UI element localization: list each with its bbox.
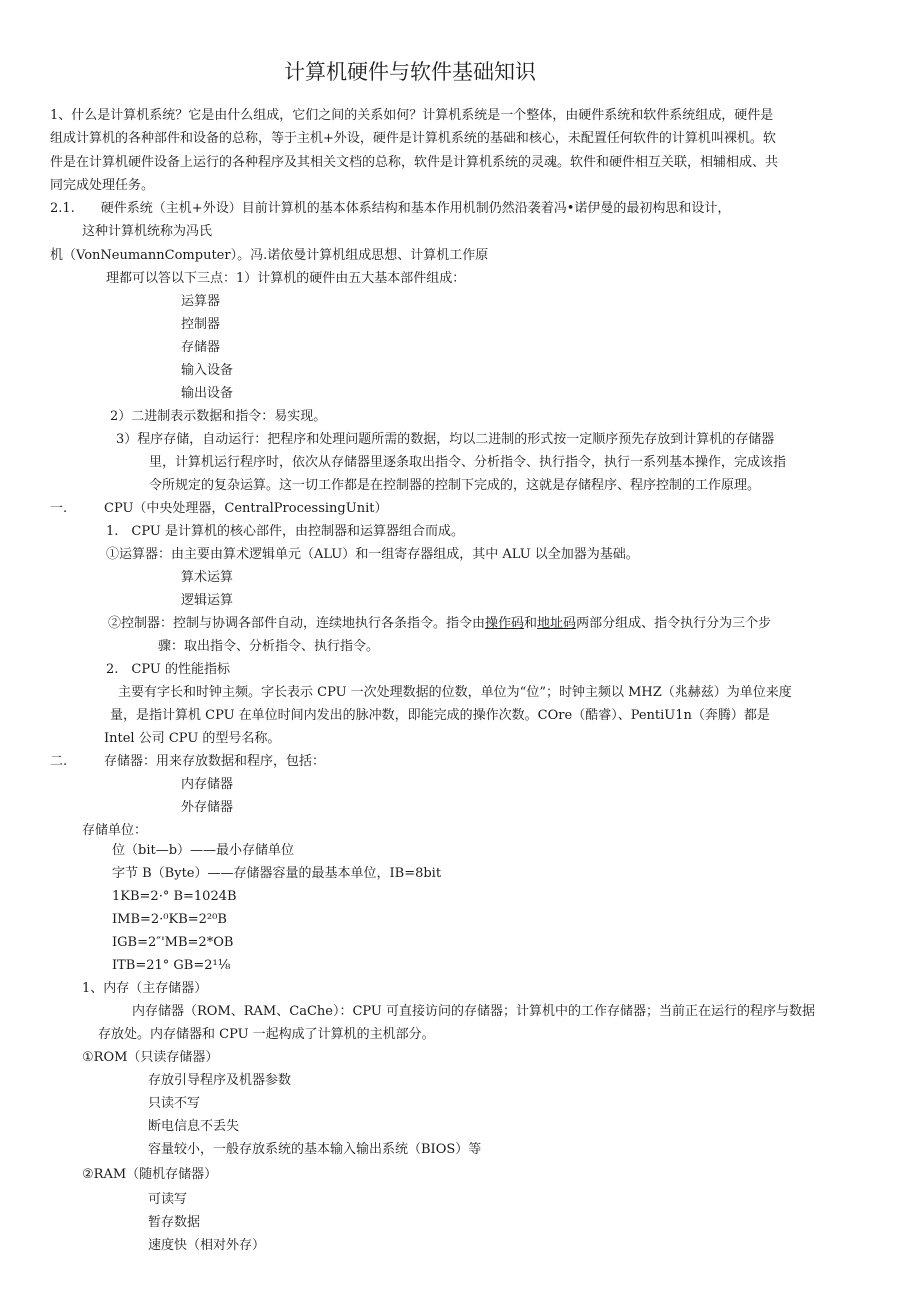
text-span: ②控制器：控制与协调各部件自动，连续地执行各条指令。指令由 — [108, 616, 486, 631]
hardware-part: 输出设备 — [181, 386, 234, 401]
paragraph-line: 里，计算机运行程序时，依次从存储器里逐条取出指令、分析指令、执行指令，执行一系列基本操作，完成该指 — [149, 455, 787, 470]
list-item: 外存储器 — [181, 800, 234, 815]
intro-line: 1、什么是计算机系统？它是由什么组成，它们之间的关系如何？计算机系统是一个整体，由硬件系统和软件系统组成，硬件是 — [50, 108, 774, 123]
paragraph-line: 1. CPU 是计算机的核心部件，由控制器和运算器组合而成。 — [106, 524, 464, 539]
address-code-term: 地址码 — [537, 616, 577, 631]
paragraph-line: 机（VonNeumannComputer）。冯.诺依曼计算机组成思想、计算机工作原 — [50, 248, 489, 263]
paragraph-line: 理都可以答以下三点：1）计算机的硬件由五大基本部件组成： — [106, 271, 466, 286]
intro-line: 组成计算机的各种部件和设备的总称，等于主机+外设，硬件是计算机系统的基础和核心，未配置任何软件的计算机叫裸机。软 — [50, 131, 776, 146]
unit-line: 位（bit—b）——最小存储单位 — [112, 843, 295, 858]
main-memory-heading: 1、内存（主存储器） — [82, 981, 208, 996]
controller-line — [108, 614, 771, 634]
list-item: 算术运算 — [181, 570, 234, 585]
hardware-part: 输入设备 — [181, 363, 234, 378]
text-span: 和 — [524, 616, 538, 631]
opcode-term: 操作码 — [485, 616, 525, 631]
hardware-part: 存储器 — [181, 340, 221, 355]
intro-line: 件是在计算机硬件设备上运行的各种程序及其相关文档的总称，软件是计算机系统的灵魂。软件和硬件相互关联，相辅相成、共 — [50, 155, 779, 170]
alu-line: ①运算器：由主要由算术逻辑单元（ALU）和一组寄存器组成，其中 ALU 以全加器为基础。 — [106, 547, 639, 562]
paragraph-line: 这种计算机统称为冯氏 — [82, 224, 213, 239]
memory-heading: 存储器：用来存放数据和程序，包括： — [104, 754, 326, 769]
text-span: 两部分组成、指令执行分为三个步 — [576, 616, 772, 631]
list-item: 暂存数据 — [148, 1215, 201, 1230]
paragraph-line: Intel 公司 CPU 的型号名称。 — [104, 731, 281, 746]
list-item: 容量较小，一般存放系统的基本输入输出系统（BIOS）等 — [148, 1142, 482, 1157]
list-item: 速度快（相对外存） — [148, 1238, 266, 1253]
principle-3: 3）程序存储，自动运行：把程序和处理问题所需的数据，均以二进制的形式按一定顺序预先存放到计算机的存储器 — [116, 432, 775, 447]
cpu-perf-heading: 2. CPU 的性能指标 — [106, 662, 230, 677]
hardware-heading: 2.1. 硬件系统（主机+外设）目前计算机的基本体系结构和基本作用机制仍然沿袭着冯•诺伊曼的最初构思和设计， — [50, 201, 731, 216]
section-number: 一. — [50, 501, 68, 516]
list-item: 断电信息不丢失 — [148, 1119, 240, 1134]
ram-heading: ②RAM（随机存储器） — [82, 1167, 218, 1182]
page-title: 计算机硬件与软件基础知识 — [284, 60, 536, 84]
rom-heading: ①ROM（只读存储器） — [82, 1050, 219, 1065]
intro-line: 同完成处理任务。 — [50, 178, 155, 193]
section-number: 二. — [50, 754, 68, 769]
unit-line: 字节 B（Byte）——存储器容量的最基本单位，IB=8bit — [112, 866, 442, 881]
paragraph-line: 内存储器（ROM、RAM、CaChe）：CPU 可直接访问的存储器；计算机中的工作存储器；当前正在运行的程序与数据 — [132, 1004, 816, 1019]
unit-line: ITB=21° GB=2¹⅛ — [112, 958, 231, 973]
paragraph-line: 令所规定的复杂运算。这一切工作都是在控制器的控制下完成的，这就是存储程序、程序控制的工作原理。 — [149, 478, 761, 493]
list-item: 可读写 — [148, 1192, 188, 1207]
list-item: 只读不写 — [148, 1096, 201, 1111]
list-item: 逻辑运算 — [181, 593, 234, 608]
paragraph-line: 存放处。内存储器和 CPU 一起构成了计算机的主机部分。 — [98, 1027, 435, 1042]
units-heading: 存储单位： — [82, 823, 148, 838]
list-item: 内存储器 — [181, 777, 234, 792]
cpu-heading: CPU（中央处理器，CentralProcessingUnit） — [104, 501, 388, 516]
principle-2: 2）二进制表示数据和指令：易实现。 — [110, 409, 327, 424]
hardware-part: 运算器 — [181, 294, 221, 309]
hardware-part: 控制器 — [181, 317, 221, 332]
paragraph-line: 骤：取出指令、分析指令、执行指令。 — [158, 639, 380, 654]
paragraph-line: 主要有字长和时钟主频。字长表示 CPU 一次处理数据的位数，单位为“位”；时钟主频以 MHZ（兆赫兹）为单位来度 — [118, 685, 792, 700]
paragraph-line: 量，是指计算机 CPU 在单位时间内发出的脉冲数，即能完成的操作次数。COre（酷睿）、PentiU1n（奔腾）都是 — [110, 708, 770, 723]
unit-line: 1KB=2·° B=1024B — [112, 889, 237, 904]
unit-line: IMB=2·⁰KB=2²⁰B — [112, 912, 227, 927]
list-item: 存放引导程序及机器参数 — [148, 1073, 292, 1088]
unit-line: IGB=2″'MB=2*OB — [112, 935, 234, 950]
